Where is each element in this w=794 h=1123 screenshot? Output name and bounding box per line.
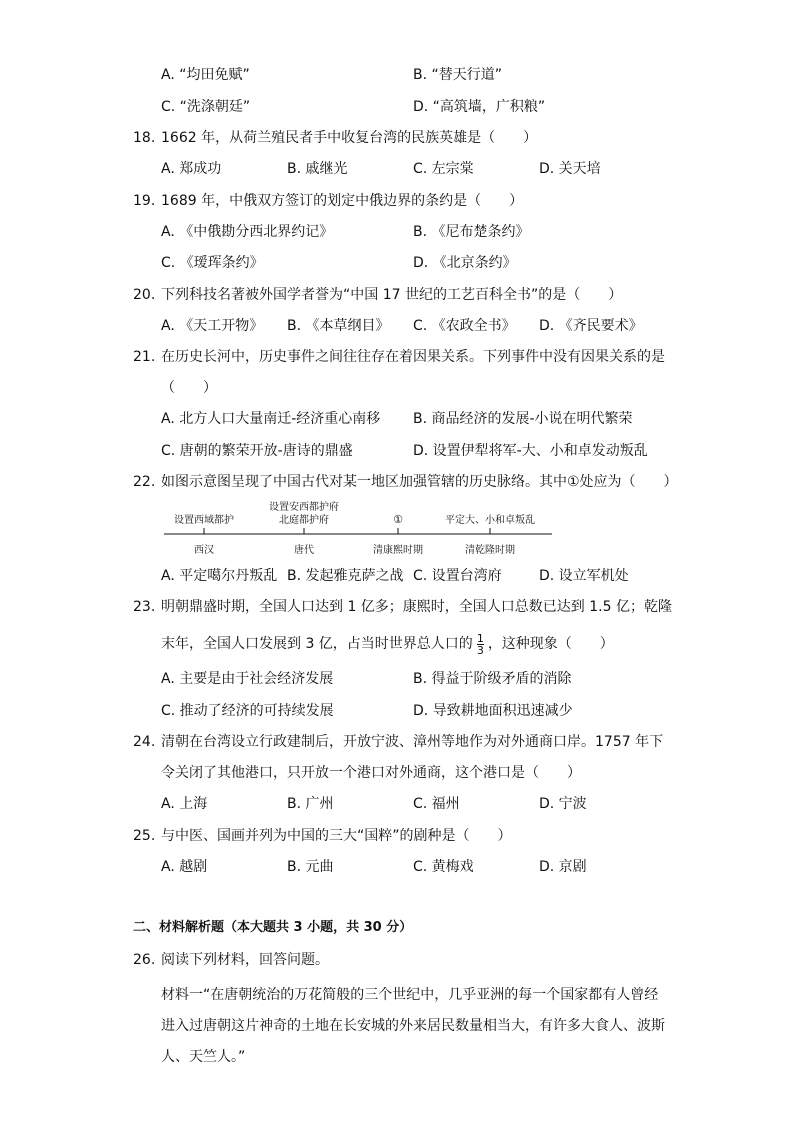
question-number: 21. (133, 349, 156, 365)
option-d: D. 关天培 (539, 161, 601, 177)
question-number: 19. (133, 193, 156, 209)
question-stem: 明朝鼎盛时期，全国人口达到 1 亿多；康熙时，全国人口总数已达到 1.5 亿；乾隆 (161, 599, 672, 615)
option-d: D. 设立军机处 (539, 568, 629, 584)
option-c: C. “洗涤朝廷” (161, 99, 251, 115)
option-c: C. 《农政全书》 (413, 318, 516, 334)
option-b: B. 广州 (287, 796, 334, 812)
question-stem: 与中医、国画并列为中国的三大“国粹”的剧种是（ ） (161, 828, 512, 844)
question-number: 23. (133, 599, 156, 615)
timeline-event: 北庭都护府 (279, 515, 329, 526)
option-b: B. 元曲 (287, 859, 334, 875)
option-d: D. “高筑墙，广积粮” (413, 99, 546, 115)
material-text: 进入过唐朝这片神奇的土地在长安城的外来居民数量相当大，有许多大食人、波斯 (161, 1018, 665, 1034)
option-c: C. 唐朝的繁荣开放-唐诗的鼎盛 (161, 443, 353, 459)
question-stem: 1689 年，中俄双方签订的划定中俄边界的条约是（ ） (161, 193, 524, 209)
question-number: 20. (133, 287, 156, 303)
option-b: B. 得益于阶级矛盾的消除 (413, 671, 572, 687)
option-a: A. 平定噶尔丹叛乱 (161, 568, 278, 584)
question-number: 25. (133, 828, 156, 844)
option-c: C. 黄梅戏 (413, 859, 474, 875)
option-c: C. 设置台湾府 (413, 568, 502, 584)
option-d: D. 宁波 (539, 796, 587, 812)
timeline-diagram (160, 498, 560, 562)
question-stem: 如图示意图呈现了中国古代对某一地区加强管辖的历史脉络。其中①处应为（ ） (161, 474, 678, 490)
option-a: A. “均田免赋” (161, 67, 250, 83)
material-text: 材料一“在唐朝统治的万花简般的三个世纪中，几乎亚洲的每一个国家都有人曾经 (161, 987, 659, 1003)
option-a: A. 上海 (161, 796, 208, 812)
question-stem-continued: （ ） (161, 380, 217, 396)
timeline-period: 清康熙时期 (373, 545, 423, 556)
stem-text: ，这种现象（ ） (487, 636, 614, 652)
material-text: 人、天竺人。” (161, 1049, 246, 1065)
option-a: A. 主要是由于社会经济发展 (161, 671, 334, 687)
option-d: D. 《北京条约》 (413, 255, 517, 271)
option-d: D. 京剧 (539, 859, 587, 875)
option-c: C. 推动了经济的可持续发展 (161, 703, 334, 719)
option-d: D. 设置伊犁将军-大、小和卓发动叛乱 (413, 443, 648, 459)
option-b: B. 戚继光 (287, 161, 348, 177)
option-b: B. 发起雅克萨之战 (287, 568, 404, 584)
option-b: B. “替天行道” (413, 67, 503, 83)
timeline-period: 唐代 (294, 545, 314, 556)
option-b: B. 《本草纲目》 (287, 318, 390, 334)
option-a: A. 北方人口大量南迁-经济重心南移 (161, 411, 381, 427)
question-number: 18. (133, 130, 156, 146)
timeline-event: 设置安西都护府 (269, 502, 339, 513)
question-number: 22. (133, 474, 156, 490)
option-a: A. 《天工开物》 (161, 318, 264, 334)
option-a: A. 越剧 (161, 859, 208, 875)
question-stem-continued (161, 632, 614, 656)
timeline-period: 西汉 (194, 545, 214, 556)
question-stem: 在历史长河中，历史事件之间往往存在着因果关系。下列事件中没有因果关系的是 (161, 349, 665, 365)
timeline-period: 清乾隆时期 (465, 545, 515, 556)
timeline-event: 平定大、小和卓叛乱 (445, 515, 535, 526)
option-d: D. 导致耕地面积迅速减少 (413, 703, 573, 719)
fraction-numerator: 1 (476, 631, 484, 645)
option-b: B. 商品经济的发展-小说在明代繁荣 (413, 411, 633, 427)
stem-text: 末年，全国人口发展到 3 亿，占当时世界总人口的 (161, 636, 473, 652)
question-stem: 清朝在台湾设立行政建制后，开放宁波、漳州等地作为对外通商口岸。1757 年下 (161, 734, 664, 750)
fraction-denominator: 3 (476, 643, 484, 657)
option-d: D. 《齐民要术》 (539, 318, 643, 334)
option-c: C. 《瑷珲条约》 (161, 255, 264, 271)
question-number: 24. (133, 734, 156, 750)
option-c: C. 左宗棠 (413, 161, 474, 177)
option-a: A. 郑成功 (161, 161, 222, 177)
question-stem-continued: 令关闭了其他港口，只开放一个港口对外通商，这个港口是（ ） (161, 765, 581, 781)
question-stem: 下列科技名著被外国学者誉为“中国 17 世纪的工艺百科全书”的是（ ） (161, 287, 623, 303)
option-c: C. 福州 (413, 796, 460, 812)
question-stem: 1662 年，从荷兰殖民者手中收复台湾的民族英雄是（ ） (161, 130, 538, 146)
question-stem: 阅读下列材料，回答问题。 (161, 952, 329, 968)
option-b: B. 《尼布楚条约》 (413, 224, 530, 240)
timeline-event: 设置西域都护 (174, 515, 234, 526)
option-a: A. 《中俄勘分西北界约记》 (161, 224, 334, 240)
timeline-event-blank: ① (393, 513, 403, 526)
section-heading: 二、材料解析题（本大题共 3 小题，共 30 分） (133, 920, 413, 935)
question-number: 26. (133, 952, 156, 968)
fraction (477, 633, 484, 656)
